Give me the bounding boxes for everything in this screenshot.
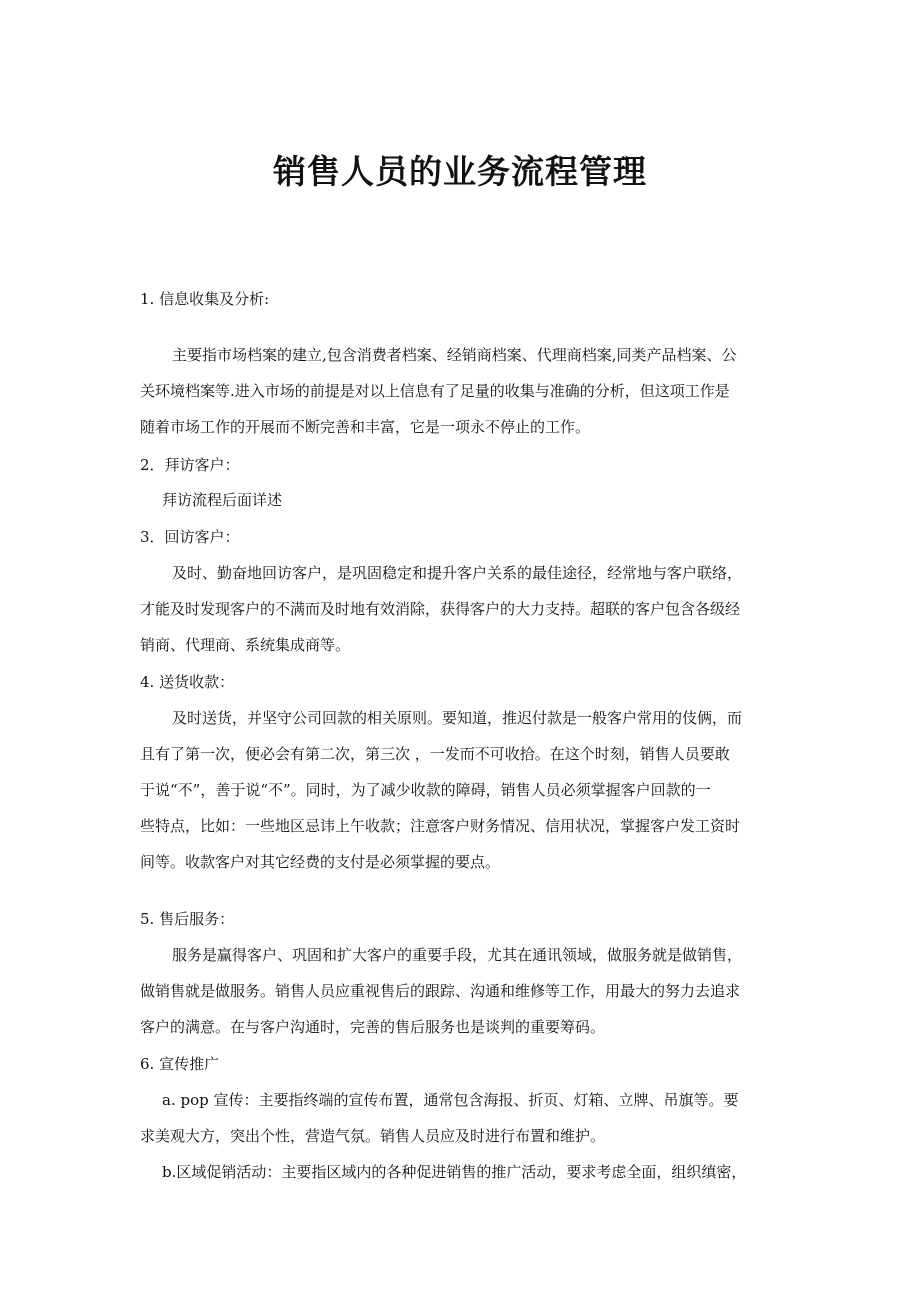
paragraph-line: 做销售就是做服务。销售人员应重视售后的跟踪、沟通和维修等工作，用最大的努力去追求 [140,982,741,1000]
paragraph-line: b.区域促销活动：主要指区域内的各种促进销售的推广活动，要求考虑全面，组织缜密， [162,1163,747,1181]
paragraph-line: 随着市场工作的开展而不断完善和丰富，它是一项永不停止的工作。 [140,418,591,436]
paragraph-line: 间等。收款客户对其它经费的支付是必须掌握的要点。 [140,853,501,871]
heading-visit-customers: 2．拜访客户： [140,456,240,474]
paragraph-line: 主要指市场档案的建立,包含消费者档案、经销商档案、代理商档案,同类产品档案、公 [172,346,737,364]
paragraph-line: a. pop 宣传：主要指终端的宣传布置，通常包含海报、折页、灯箱、立牌、吊旗等。要 [162,1091,739,1109]
paragraph-line: 客户的满意。在与客户沟通时，完善的售后服务也是谈判的重要筹码。 [140,1018,606,1036]
heading-revisit-customers: 3．回访客户： [140,528,240,546]
paragraph-line: 于说“不”，善于说“不”。同时，为了减少收款的障碍，销售人员必须掌握客户回款的一 [140,781,711,799]
paragraph-line: 拜访流程后面详述 [162,491,283,509]
document-title: 销售人员的业务流程管理 [273,152,647,191]
paragraph-line: 些特点，比如：一些地区忌讳上午收款；注意客户财务情况、信用状况，掌握客户发工资时 [140,817,741,835]
heading-info-collection: 1. 信息收集及分析: [140,290,270,308]
heading-after-sales: 5. 售后服务： [140,910,235,928]
paragraph-line: 服务是赢得客户、巩固和扩大客户的重要手段，尤其在通讯领域，做服务就是做销售， [172,946,743,964]
paragraph-line: 及时、勤奋地回访客户，是巩固稳定和提升客户关系的最佳途径，经常地与客户联络， [172,564,743,582]
paragraph-line: 求美观大方，突出个性，营造气氛。销售人员应及时进行布置和维护。 [140,1127,606,1145]
paragraph-line: 及时送货，并坚守公司回款的相关原则。要知道，推迟付款是一般客户常用的伎俩，而 [172,709,743,727]
paragraph-line: 且有了第一次，便必会有第二次，第三次 ，一发而不可收拾。在这个时刻，销售人员要敢 [140,745,730,763]
paragraph-line: 销商、代理商、系统集成商等。 [140,636,351,654]
heading-promotion: 6. 宣传推广 [140,1055,220,1073]
paragraph-line: 才能及时发现客户的不满而及时地有效消除，获得客户的大力支持。超联的客户包含各级经 [140,600,741,618]
heading-delivery-payment: 4. 送货收款： [140,673,235,691]
paragraph-line: 关环境档案等.进入市场的前提是对以上信息有了足量的收集与准确的分析，但这项工作是 [140,382,730,400]
